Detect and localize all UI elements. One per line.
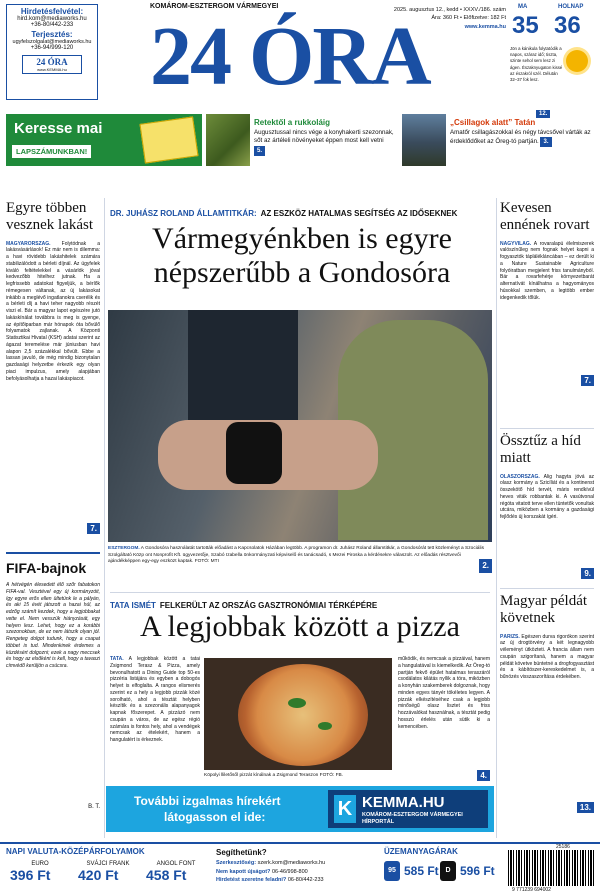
pizza-text-right: működik, és nemcsak a pizzáival, hanem a hangulatával is kiemelkedik. Az Öreg-tó partján fekvő épület hatalmas teraszáról csodálatos kilátás nyílik a tóra, miközben a konyhán szakemberek dolgoznak, hogy minden egyes tányér tökéletes legyen. A pizzák elkészítéséhez csak a legjobb minőségű olasz lisztet és friss hozzávalókat használnak, a tésztát pedig hosszú érlelés után sütik ki a kemencében. bbox=[398, 656, 490, 730]
fx-gbp-value: 458 Ft bbox=[146, 867, 187, 883]
main-kicker: DR. JUHÁSZ ROLAND ÁLLAMTITKÁR: bbox=[110, 209, 257, 218]
help-ads-label: Hirdetést szeretne feladni? bbox=[216, 877, 287, 884]
contact-dist-title: Terjesztés: bbox=[31, 30, 73, 39]
pizza-image bbox=[238, 664, 368, 766]
fifa-text: A hétvégén élesedett élő szőr fabatokon FIFA-val. Vesztével egy új kormányzóit, így egyre erős ellen ültetünk le a pályán, és aki 15 évét játszott a hazai húl, az edzőg számít kezdek, hogy a legjobbakat vette el. Nem vesszük hiányzását, egy helyen lesz. Lehet, hogy ez a korábbi szezonokban, de ez nem látszik olyan jól. Rengeteg dolgot tudunk, hogy a csapat többet is tud. Mindenkinek érdemes a küzdésért dolgozni; ezek a nagy meccsek és hogy az elsőként is kell, hogy a tavaszi címvédő kerüljön a csúcsra. bbox=[6, 582, 100, 669]
promo-stars-title: „Csillagok alatt” Tatán bbox=[450, 118, 536, 127]
insects-text: A rovaralapú élelmiszerek valószínűleg nem fognak helyet kapni a fogyasztók táplálékláncában – ez derült ki a Nature Sustainable Agriculture folyóiratban megjelent friss tanulmányból. Bár a rovarfehérje környezetbarát alternatívát kínálhatna a hagyományos húsokkal szemben, a legtöbb ember idegenkedik tőlük. bbox=[500, 240, 594, 301]
insects-title[interactable]: Kevesen ennének rovart bbox=[500, 200, 590, 234]
pizza-lead: TATA. bbox=[110, 656, 124, 662]
help-ads-value: 06-80/442-233 bbox=[287, 877, 324, 884]
promo-garden-photo bbox=[206, 114, 250, 166]
left-article-fifa bbox=[6, 552, 100, 810]
help-box bbox=[216, 847, 376, 885]
divider-right bbox=[496, 198, 497, 838]
weather-tomorrow-label: HOLNAP bbox=[558, 4, 584, 10]
right-article-drugs bbox=[500, 588, 594, 813]
promo-garden-title: Retektől a rukkoláig bbox=[254, 118, 331, 127]
help-row-editorial bbox=[216, 859, 376, 868]
fuel-pump-icon-95: 95 bbox=[384, 861, 400, 881]
banner-brand-sub: KOMÁROM-ESZTERGOM VÁRMEGYEI HÍRPORTÁL bbox=[362, 812, 463, 825]
help-delivery-label: Nem kapott újságot? bbox=[216, 868, 271, 875]
banner-line2: látogasson el ide: bbox=[164, 810, 266, 824]
help-title: Segíthetünk? bbox=[216, 848, 267, 857]
fuel-title: ÜZEMANYAGÁRAK bbox=[384, 847, 458, 856]
contacts-box bbox=[6, 4, 98, 100]
kemma-banner[interactable] bbox=[106, 786, 494, 832]
drugs-body bbox=[500, 634, 594, 800]
barcode-number: 9 771239 694002 bbox=[512, 887, 551, 893]
fx-gbp-label: ANGOL FONT bbox=[156, 861, 196, 867]
main-photo bbox=[108, 310, 492, 542]
help-editorial-value[interactable]: szerk.kom@mediaworks.hu bbox=[257, 860, 326, 867]
footer bbox=[0, 842, 600, 895]
main-kicker-rest: AZ ESZKÖZ HATALMAS SEGÍTSÉG AZ IDŐSEKNEK bbox=[260, 209, 458, 218]
drugs-text: Egészen durva rigorókon szerint az új drogtörvény a két legnagyobb véleményt ütközteti. A francia állam nem csupán szigorítaná, hanem a magyar példát követve büntetné a drogfogyasztást és a kábítószer-kereskedelmet is, a bűnözés visszaszorítása érdekében. bbox=[500, 633, 594, 680]
pizza-text-left bbox=[110, 656, 200, 782]
contact-dist-phone: +36-94/999-120 bbox=[30, 45, 74, 51]
pizza-text-right-wrap bbox=[398, 656, 490, 781]
contact-dist-email[interactable]: ugyfelszolgalat@mediaworks.hu bbox=[12, 39, 92, 45]
kemma-k-icon: K bbox=[334, 795, 356, 823]
pizza-headline[interactable]: A legjobbak között a pizza bbox=[140, 610, 460, 643]
mini-logo-text: 24 ÓRA bbox=[36, 57, 68, 67]
main-caption bbox=[108, 546, 492, 573]
pizza-photo-caption bbox=[204, 773, 392, 778]
bridge-text: Alig hagyta jóvá az olasz kormány a Szicíliát és a kontinenst összekötő híd tervét, máris rendkívül heves viták robbantak ki. A vasútvonal régóta vitatott terve ellen tüntetők vonultak utcára, miközben a kormány a gazdasági fejlődés új korszakát ígéri. bbox=[500, 473, 594, 520]
housing-text: Folytódnak a lakásvásárlások! Ez már nem is dilemma: a havi rövidebb lakáshitelek számára stabilizálódott a bérleti díjnál. Az ügyfelek kiváló feltételekkel a vásárlók jóval kedvezőbb hitelhez jutnak. Ha a legfrissebb adatokat figyeljük, a bérlők rémegesen váltanak, az új lakásokat inkább a meglévő ingatlanokra cserélik és a bérleti díj a havi teher nagyobb részét viszi el. Bár a magyar lapot egészére jutó lakáskínálat továbbra is meg is gyenge, az építőiparban már hónapok óta bővülő folyamatok zajlanak. A Központi Statisztikai Hivatal (KSH) adatai szerint az ágazat teremelése már júniusban havi alapon 2,5 százalékkal bővült. Ebbe a lassan javuló, de még mindig bizonytalan gazdasági helyzetbe érkezik egy olyan piaci impulzus, amely alapjában befolyásolhatja a hazai lakáspiacot. bbox=[6, 240, 100, 382]
bridge-body bbox=[500, 474, 594, 566]
promo-keresse[interactable] bbox=[6, 114, 202, 166]
basil-leaf-2 bbox=[318, 722, 332, 730]
promo-stars[interactable] bbox=[450, 118, 596, 168]
weather-text: Jön a kánikula folytatódik a napos, száraz idő; tiszta, szinte sehol sem lesz zi ágen. Északnyugaton kissé az északról szél. Délután 32–37 fok lesz. bbox=[510, 46, 563, 83]
pizza-page[interactable]: 4. bbox=[477, 770, 490, 781]
banner-brand: KEMMA.HU bbox=[362, 794, 445, 811]
right-article-insects bbox=[500, 200, 594, 386]
mini-logo bbox=[22, 55, 82, 74]
promo-keresse-sub: LAPSZÁMUNKBAN! bbox=[12, 145, 91, 158]
promo-garden-text bbox=[254, 129, 394, 156]
barcode-top: 25186 bbox=[556, 844, 570, 850]
drugs-kicker: PÁRIZS. bbox=[500, 633, 520, 640]
weather-page[interactable]: 12. bbox=[536, 110, 550, 118]
drugs-title[interactable]: Magyar példát követnek bbox=[500, 593, 588, 627]
housing-kicker: MAGYARORSZÁG. bbox=[6, 240, 51, 247]
promo-garden[interactable] bbox=[254, 118, 394, 168]
help-editorial-label: Szerkesztőség: bbox=[216, 860, 257, 867]
right-article-bridge bbox=[500, 428, 594, 579]
contact-ads-phone: +36-80/442-233 bbox=[30, 22, 74, 28]
drugs-page[interactable]: 13. bbox=[577, 802, 594, 813]
basil-leaf bbox=[288, 698, 306, 708]
contact-ads-title: Hirdetésfelvétel: bbox=[20, 7, 84, 16]
pizza-photo-credit: FOTÓ: FB. bbox=[319, 773, 344, 778]
promo-stars-body: Amatőr csillagászokkal és négy távcsővel várták az érdeklődőket az Öreg-tó partján. bbox=[450, 129, 591, 146]
pizza-photo bbox=[204, 658, 392, 770]
fuel-95-value: 585 Ft bbox=[404, 864, 439, 878]
promo-garden-page[interactable]: 5. bbox=[254, 146, 265, 156]
weather-today-label: MA bbox=[518, 4, 528, 10]
fx-chf-label: SVÁJCI FRANK bbox=[86, 861, 130, 867]
promo-garden-body: Augusztussal nincs vége a konyhakerti szezonnak, sőt az ártéleli növényeket éppen most kell vetni bbox=[254, 129, 394, 145]
weather-tomorrow-temp: 36 bbox=[554, 12, 581, 39]
contact-ads-email[interactable]: hird.kom@mediaworks.hu bbox=[17, 16, 87, 22]
fifa-signature: B. T. bbox=[88, 804, 100, 810]
left-article-housing bbox=[6, 200, 100, 534]
issue-price: Ára: 360 Ft • Előfizetve: 182 Ft bbox=[431, 15, 506, 22]
fuel-pump-icon-diesel: D bbox=[440, 861, 456, 881]
pizza-photo-caption-text: Köpolyi lliletősől pizzát kínálnak a Zsigmond Teraszon bbox=[204, 773, 319, 778]
fuel-diesel-value: 596 Ft bbox=[460, 864, 495, 878]
main-kicker-bar bbox=[110, 203, 490, 221]
main-caption-text: A Gondosóra használatát tartották előadást a Kapcsolatok Házában legtöbb. A programon dr. Juhász Roland államtitkár, a Gondosórát tett közleményt a Szociális Szolgáltató Közp ont Nonprofit Kft. ügyvezetője, Szabó Izabella önkormányzati képviselő és tanácsadó, s Mezei Piroska a kérdésekre válaszolt. Az előadás résztvevői ajándékképpen egy-egy eszközt kaptak. bbox=[108, 546, 484, 565]
web-address[interactable]: www.kemma.hu bbox=[464, 23, 506, 30]
region-label: KOMÁROM-ESZTERGOM VÁRMEGYEI bbox=[150, 3, 279, 10]
promo-stars-page[interactable]: 3. bbox=[540, 137, 551, 147]
main-caption-credit: FOTÓ: MTI bbox=[194, 559, 219, 565]
fx-chf bbox=[78, 861, 138, 883]
fifa-title[interactable]: FIFA-bajnok bbox=[6, 560, 87, 576]
fx-title: NAPI VALUTA-KÖZÉPÁRFOLYAMOK bbox=[6, 847, 145, 856]
issue-date: 2025. augusztus 12., kedd • XXXV./186. szám bbox=[393, 7, 506, 13]
promo-stars-photo bbox=[402, 114, 446, 166]
banner-line1: További izgalmas hírekért bbox=[134, 794, 281, 808]
bridge-kicker: OLASZORSZÁG. bbox=[500, 473, 540, 480]
insects-kicker: NAGYVILÁG. bbox=[500, 240, 532, 247]
fx-gbp bbox=[146, 861, 206, 883]
smartwatch-icon bbox=[226, 422, 282, 484]
fx-euro-label: EURO bbox=[31, 861, 49, 867]
bridge-page[interactable]: 9. bbox=[581, 568, 594, 579]
barcode-icon bbox=[508, 850, 596, 886]
masthead-logo[interactable]: 24 ÓRA bbox=[150, 10, 430, 103]
housing-page[interactable]: 7. bbox=[87, 523, 100, 534]
fx-euro-value: 396 Ft bbox=[10, 867, 51, 883]
bridge-title[interactable]: Össztűz a híd miatt bbox=[500, 433, 581, 467]
help-row-ads bbox=[216, 876, 376, 885]
promo-keresse-main: Keresse mai bbox=[14, 120, 103, 137]
weather-box bbox=[510, 4, 596, 122]
insects-page[interactable]: 7. bbox=[581, 375, 594, 386]
sun-icon bbox=[566, 50, 588, 72]
help-delivery-value: 06-46/998-800 bbox=[271, 868, 308, 875]
insects-body bbox=[500, 241, 594, 373]
main-caption-lead: ESZTERGOM. bbox=[108, 546, 140, 551]
housing-title[interactable]: Egyre többen vesznek lakást bbox=[6, 200, 94, 234]
main-headline[interactable]: Vármegyénkben is egyre népszerűbb a Gondosóra bbox=[152, 222, 452, 289]
mini-logo-sub: www.KEMMA.hu bbox=[37, 67, 67, 72]
fx-euro bbox=[10, 861, 70, 883]
promo-stars-text bbox=[450, 129, 596, 147]
divider-left bbox=[104, 198, 105, 838]
housing-body bbox=[6, 241, 100, 521]
pizza-text-1: A legjobbak között a tatai Zsigmond Terasz & Pizza, amely bevonulhatott a Dining Guide top 50-es pizzéria listájára és egyben a dobogós helyet is elfoglalta. A rangos elismerés szerint ez a hely a legjobb pizzák közé sorolható, ahol a tésztát helyben készítik és a szezonális alapanyagok kapnak főszerepet. A pizzázó nem csupán a város, de az egész régió számára is fontos hely, ahol a vendégek nemcsak az ételekért, hanem a hangulatért is érkeznek. bbox=[110, 656, 200, 743]
kemma-logo-box bbox=[328, 790, 488, 828]
pizza-kicker-rest: FELKERÜLT AZ ORSZÁG GASZTRONÓMIAI TÉRKÉPÉRE bbox=[159, 601, 378, 610]
fx-chf-value: 420 Ft bbox=[78, 867, 119, 883]
lottery-ticket-image bbox=[139, 116, 198, 163]
weather-today-temp: 35 bbox=[512, 12, 539, 39]
help-row-delivery bbox=[216, 868, 376, 877]
issue-info bbox=[380, 6, 506, 31]
main-page[interactable]: 2. bbox=[479, 559, 492, 572]
pizza-kicker: TATA ISMÉT bbox=[110, 601, 156, 610]
